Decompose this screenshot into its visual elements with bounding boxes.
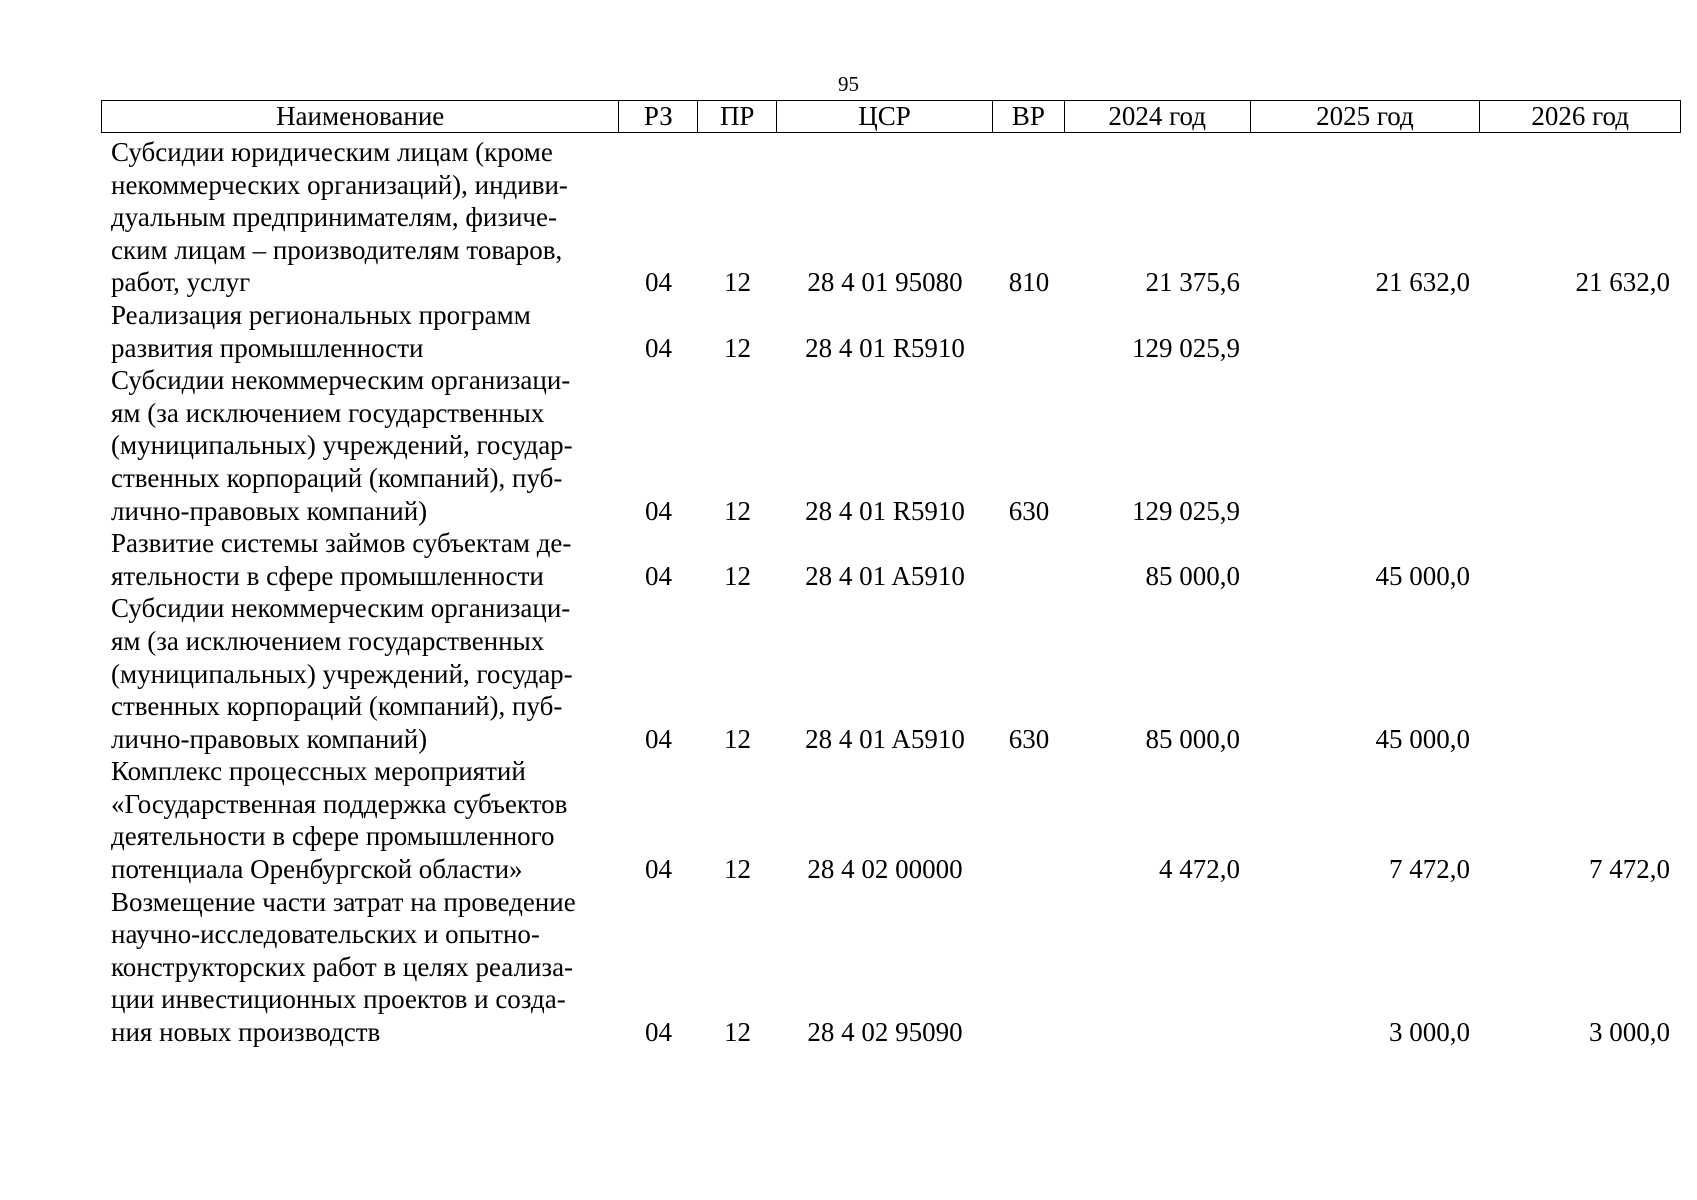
- name-line: конструкторских работ в целях реализа-: [111, 951, 574, 982]
- cell-csr: 28 4 01 95080: [807, 267, 963, 298]
- cell-vr: 630: [1008, 495, 1050, 526]
- cell-2024: 21 375,6: [1145, 267, 1240, 298]
- table-row: [101, 755, 1681, 885]
- cell-2025: 45 000,0: [1375, 560, 1470, 591]
- cell-pr: 12: [724, 723, 751, 754]
- table-row: [101, 364, 1681, 527]
- header-csr: ЦСР: [777, 101, 993, 132]
- name-line: ям (за исключением государственных: [111, 397, 545, 428]
- cell-2026: 3 000,0: [1589, 1017, 1670, 1048]
- header-2025: 2025 год: [1251, 101, 1481, 132]
- table-header: [101, 100, 1681, 133]
- cell-2025: 7 472,0: [1389, 854, 1470, 885]
- cell-rz: 04: [645, 854, 672, 885]
- cell-name: [101, 136, 619, 299]
- name-line: Возмещение части затрат на проведение: [111, 886, 576, 917]
- cell-2024: 85 000,0: [1145, 723, 1240, 754]
- name-line: Субсидии некоммерческим организаци-: [111, 365, 571, 396]
- header-2024: 2024 год: [1065, 101, 1251, 132]
- cell-rz: 04: [645, 267, 672, 298]
- name-line: ским лицам – производителям товаров,: [111, 234, 563, 265]
- cell-csr: 28 4 02 00000: [807, 854, 963, 885]
- name-line: ятельности в сфере промышленности: [111, 560, 544, 591]
- name-line: некоммерческих организаций), индиви-: [111, 169, 568, 200]
- table-row: [101, 592, 1681, 755]
- cell-pr: 12: [724, 560, 751, 591]
- cell-name: [101, 755, 619, 885]
- cell-pr: 12: [724, 854, 751, 885]
- header-rz: РЗ: [619, 101, 698, 132]
- page-number: 95: [838, 72, 859, 96]
- name-line: ственных корпораций (компаний), пуб-: [111, 691, 563, 722]
- table-row: [101, 886, 1681, 1049]
- table-row: [101, 299, 1681, 364]
- name-line: Субсидии юридическим лицам (кроме: [111, 137, 553, 167]
- name-line: лично-правовых компаний): [111, 723, 428, 754]
- cell-rz: 04: [645, 495, 672, 526]
- cell-2025: 3 000,0: [1389, 1017, 1470, 1048]
- cell-csr: 28 4 01 A5910: [805, 560, 965, 591]
- header-name: Наименование: [102, 101, 619, 132]
- cell-pr: 12: [724, 1017, 751, 1048]
- name-line: (муниципальных) учреждений, государ-: [111, 430, 573, 461]
- name-line: лично-правовых компаний): [111, 495, 428, 526]
- cell-name: [101, 886, 619, 1049]
- cell-csr: 28 4 01 A5910: [805, 723, 965, 754]
- cell-name: [101, 364, 619, 527]
- header-pr: ПР: [698, 101, 777, 132]
- cell-name: [101, 527, 619, 592]
- cell-rz: 04: [645, 723, 672, 754]
- cell-vr: 810: [1008, 267, 1050, 298]
- name-line: деятельности в сфере промышленного: [111, 821, 555, 852]
- name-line: Реализация региональных программ: [111, 299, 531, 330]
- name-line: потенциала Оренбургской области»: [111, 854, 523, 885]
- name-line: ям (за исключением государственных: [111, 625, 545, 656]
- name-line: ции инвестиционных проектов и созда-: [111, 984, 566, 1015]
- name-line: (муниципальных) учреждений, государ-: [111, 658, 573, 689]
- name-line: «Государственная поддержка субъектов: [111, 788, 568, 819]
- cell-2026: 7 472,0: [1589, 854, 1670, 885]
- cell-2025: 21 632,0: [1375, 267, 1470, 298]
- cell-name: [101, 299, 619, 364]
- cell-2024: 85 000,0: [1145, 560, 1240, 591]
- name-line: Субсидии некоммерческим организаци-: [111, 593, 571, 624]
- cell-name: [101, 592, 619, 755]
- cell-2024: 4 472,0: [1159, 854, 1240, 885]
- name-line: ственных корпораций (компаний), пуб-: [111, 462, 563, 493]
- cell-rz: 04: [645, 1017, 672, 1048]
- cell-2024: 129 025,9: [1132, 495, 1240, 526]
- cell-pr: 12: [724, 495, 751, 526]
- name-line: научно-исследовательских и опытно-: [111, 919, 540, 950]
- cell-2024: 129 025,9: [1132, 332, 1240, 363]
- name-line: Комплекс процессных мероприятий: [111, 756, 526, 787]
- name-line: дуальным предпринимателям, физиче-: [111, 202, 557, 233]
- cell-vr: 630: [1008, 723, 1050, 754]
- table-body: [101, 136, 1681, 1049]
- header-vr: ВР: [993, 101, 1065, 132]
- cell-csr: 28 4 02 95090: [807, 1017, 963, 1048]
- cell-csr: 28 4 01 R5910: [805, 495, 965, 526]
- table-row: [101, 527, 1681, 592]
- cell-2026: 21 632,0: [1575, 267, 1670, 298]
- table-row: [101, 136, 1681, 299]
- cell-pr: 12: [724, 332, 751, 363]
- name-line: развития промышленности: [111, 332, 424, 363]
- cell-rz: 04: [645, 560, 672, 591]
- cell-csr: 28 4 01 R5910: [805, 332, 965, 363]
- cell-2025: 45 000,0: [1375, 723, 1470, 754]
- name-line: Развитие системы займов субъектам де-: [111, 528, 572, 559]
- header-2026: 2026 год: [1531, 101, 1629, 131]
- cell-rz: 04: [645, 332, 672, 363]
- cell-pr: 12: [724, 267, 751, 298]
- name-line: ния новых производств: [111, 1017, 381, 1048]
- name-line: работ, услуг: [111, 267, 251, 298]
